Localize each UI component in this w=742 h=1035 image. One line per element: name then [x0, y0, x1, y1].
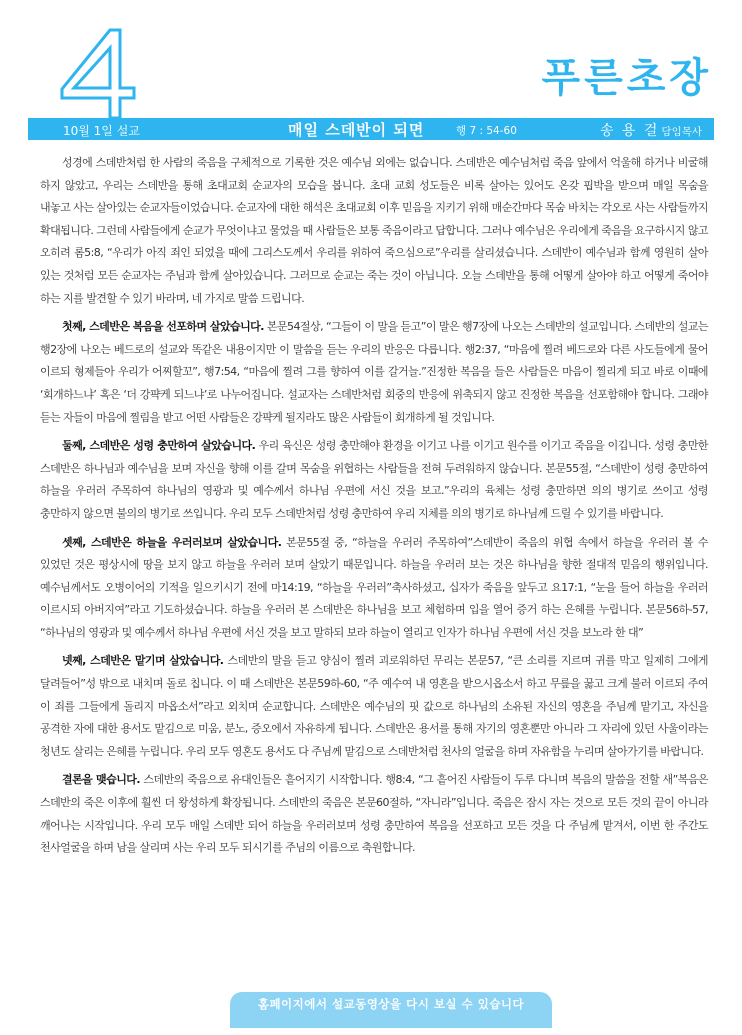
point-three-paragraph [40, 532, 708, 645]
intro-paragraph [40, 152, 708, 310]
scripture-reference: 행 7 : 54-60 [456, 125, 517, 137]
sermon-title: 매일 스데반이 되면 [288, 121, 425, 139]
paragraph-text: 스데반의 죽음으로 유대인들은 흩어지기 시작합니다. 행8:4, “그 흩어진 사람들이 두루 다니며 복음의 말씀을 전할 새”복음은 스데반의 죽은 이후에 훨씬 더 왕성하게 확장됩니다. 스데반의 죽음은 본문60절하, “자니라”입니다. 죽음은 잠시 자는 것으로 모든 것의 끝이 아니라 깨어나는 시작입니다. 우리 모두 매일 스데반 되어 하늘을 우러러보며 성령 충만하여 복음을 선포하고 모든 것을 다 주님께 맡겨서, 이번 한 주간도 천사얼굴을 하며 남을 살리며 사는 우리 모두 되시기를 주님의 이름으로 축원합니다. [40, 773, 708, 855]
paragraph-lead: 결론을 맺습니다. [62, 773, 140, 787]
brand-title: 푸른초장 [541, 55, 712, 101]
paragraph-lead: 둘째, 스데반은 성령 충만하여 살았습니다. [62, 439, 256, 453]
sermon-body [40, 152, 708, 866]
sermon-date: 10월 1일 설교 [63, 124, 140, 138]
paragraph-text: 스데반의 말을 듣고 양심이 찔려 괴로워하던 무리는 본문57, “큰 소리를 지르며 귀를 막고 일제히 그에게 달려들어”성 밖으로 내치며 돌로 칩니다. 이 때 스데반은 본문59하-60, “주 예수여 내 영혼을 받으시옵소서 하고 무릎을 꿇고 크게 불러 이르되 주여 이 죄를 그들에게 돌리지 마옵소서”라고 외치며 순교합니다. 스데반은 예수님의 핏 값으로 하나님의 소유된 자신의 영혼을 주님께 맡기고, 자신을 공격한 자에 대한 용서도 맡김으로 미움, 분노, 증오에서 자유하게 됩니다. 스데반은 용서를 통해 자기의 영혼뿐만 아니라 그 자리에 있던 사울이라는 청년도 살리는 은혜를 누립니다. 우리 모두 영혼도 용서도 다 주님께 맡김으로 스데반처럼 천사의 얼굴을 하며 자유함을 누리며 살아가기를 바랍니다. [40, 654, 708, 758]
paragraph-lead: 넷째, 스데반은 맡기며 살았습니다. [62, 654, 224, 668]
conclusion-paragraph [40, 769, 708, 859]
paragraph-lead: 셋째, 스데반은 하늘을 우러러보며 살았습니다. [62, 535, 282, 549]
paragraph-text: 본문54절상, “그들이 이 말을 듣고”이 말은 행7장에 나오는 스데반의 설교입니다. 스데반의 설교는 행2장에 나오는 베드로의 설교와 똑같은 내용이지만 이 말씀을 듣는 우리의 반응은 다릅니다. 행2:37, “마음에 찔려 베드로와 다른 사도들에게 물어 이르되 형제들아 우리가 어찌할꼬”, 행7:54, “마음에 찔려 그를 향하여 이를 갈거늘.”진정한 복음을 들은 사람들은 마음이 찔리게 되고 바로 이때에 ‘회개하느냐’ 혹은 ‘더 강퍅케 되느냐’로 나누어집니다. 설교자는 스데반처럼 회중의 반응에 위축되지 않고 진정한 복음을 선포함해야 합니다. 그래야 듣는 자들이 마음에 찔림을 받고 어떤 사람들은 강퍅케 될지라도 많은 사람들이 회개하게 될 것입니다. [40, 320, 708, 424]
issue-number-graphic [58, 26, 138, 122]
point-one-paragraph [40, 316, 708, 429]
preacher-name: 송 용 걸 [599, 123, 660, 139]
paragraph-lead: 첫째, 스데반은 복음을 선포하며 살았습니다. [62, 320, 264, 334]
point-four-paragraph [40, 650, 708, 763]
paragraph-text: 성경에 스데반처럼 한 사람의 죽음을 구체적으로 기록한 것은 예수님 외에는 없습니다. 스데반은 예수님처럼 죽음 앞에서 억울해 하거나 비굴해 하지 않았고, 우리는 스데반을 통해 초대교회 순교자의 모습을 봅니다. 초대 교회 성도들은 비록 살아는 있어도 온갖 핍박을 받으며 매일 목숨을 내놓고 사는 살아있는 순교자들이었습니다. 순교자에 대한 해석은 초대교회 이후 믿음을 지키기 위해 매순간마다 목숨 바치는 각오로 사는 사람들까지 확대됩니다. 그런데 사람들에게 순교가 무엇이냐고 물었을 때 사람들은 보통 죽음이라고 답합니다. 그러나 예수님은 우리에게 죽음을 요구하시지 않고 오히려 롬5:8, “우리가 아직 죄인 되었을 때에 그리스도께서 우리를 위하여 죽으심으로”우리를 살리셨습니다. 스데반이 예수님과 함께 영원히 살아 있는 것처럼 모든 순교자는 주님과 함께 살아있습니다. 그러므로 순교는 죽는 것이 아닙니다. 오늘 스데반을 통해 어떻게 살아야 하고 어떻게 죽어야 하는 지를 발견할 수 있기 바라며, 네 가지로 말씀 드립니다. [40, 156, 708, 305]
paragraph-text: 우리 육신은 성령 충만해야 환경을 이기고 나를 이기고 원수를 이기고 죽음을 이깁니다. 성령 충만한 스데반은 하나님과 예수님을 보며 자신을 향해 이를 갈며 목숨을 위협하는 사람들을 전혀 두려워하지 않습니다. 본문55절, “스데반이 성령 충만하여 하늘을 우러러 주목하여 하나님의 영광과 및 예수께서 하나님 우편에 서신 것을 보고.”우리의 육체는 성령 충만하면 의의 병기로 쓰이고 성령 충만하지 않으면 불의의 병기로 쓰입니다. 우리 모두 스데반처럼 성령 충만하여 우리 지체를 의의 병기로 하나님께 드릴 수 있기를 바랍니다. [40, 439, 708, 520]
point-two-paragraph [40, 435, 708, 525]
video-notice-banner: 홈페이지에서 설교동영상을 다시 보실 수 있습니다 [230, 992, 552, 1028]
sermon-header-bar [28, 118, 714, 140]
paragraph-text: 본문55절 중, “하늘을 우러러 주목하여”스데반이 죽음의 위협 속에서 하늘을 우러러 볼 수 있었던 것은 평상시에 땅을 보지 않고 하늘을 우러러 보며 살았기 때문입니다. 하늘을 우러러 보는 것은 하나님을 향한 절대적 믿음의 행위입니다. 예수님께서도 오병이어의 기적을 일으키시기 전에 마14:19, “하늘을 우러러”축사하셨고, 십자가 죽음을 앞두고 요17:1, “눈을 들어 하늘을 우러러 이르시되 아버지여”라고 기도하셨습니다. 하늘을 우러러 본 스데반은 하나님을 보고 체험하며 입을 열어 증거 하는 은혜를 누립니다. 본문56하-57, “하나님의 영광과 및 예수께서 하나님 우편에 서신 것을 보고 말하되 보라 하늘이 열리고 인자가 하나님 우편에 서신 것을 보노라 한 대” [40, 535, 708, 639]
preacher-role: 담임목사 [661, 126, 702, 138]
preacher [600, 120, 702, 140]
